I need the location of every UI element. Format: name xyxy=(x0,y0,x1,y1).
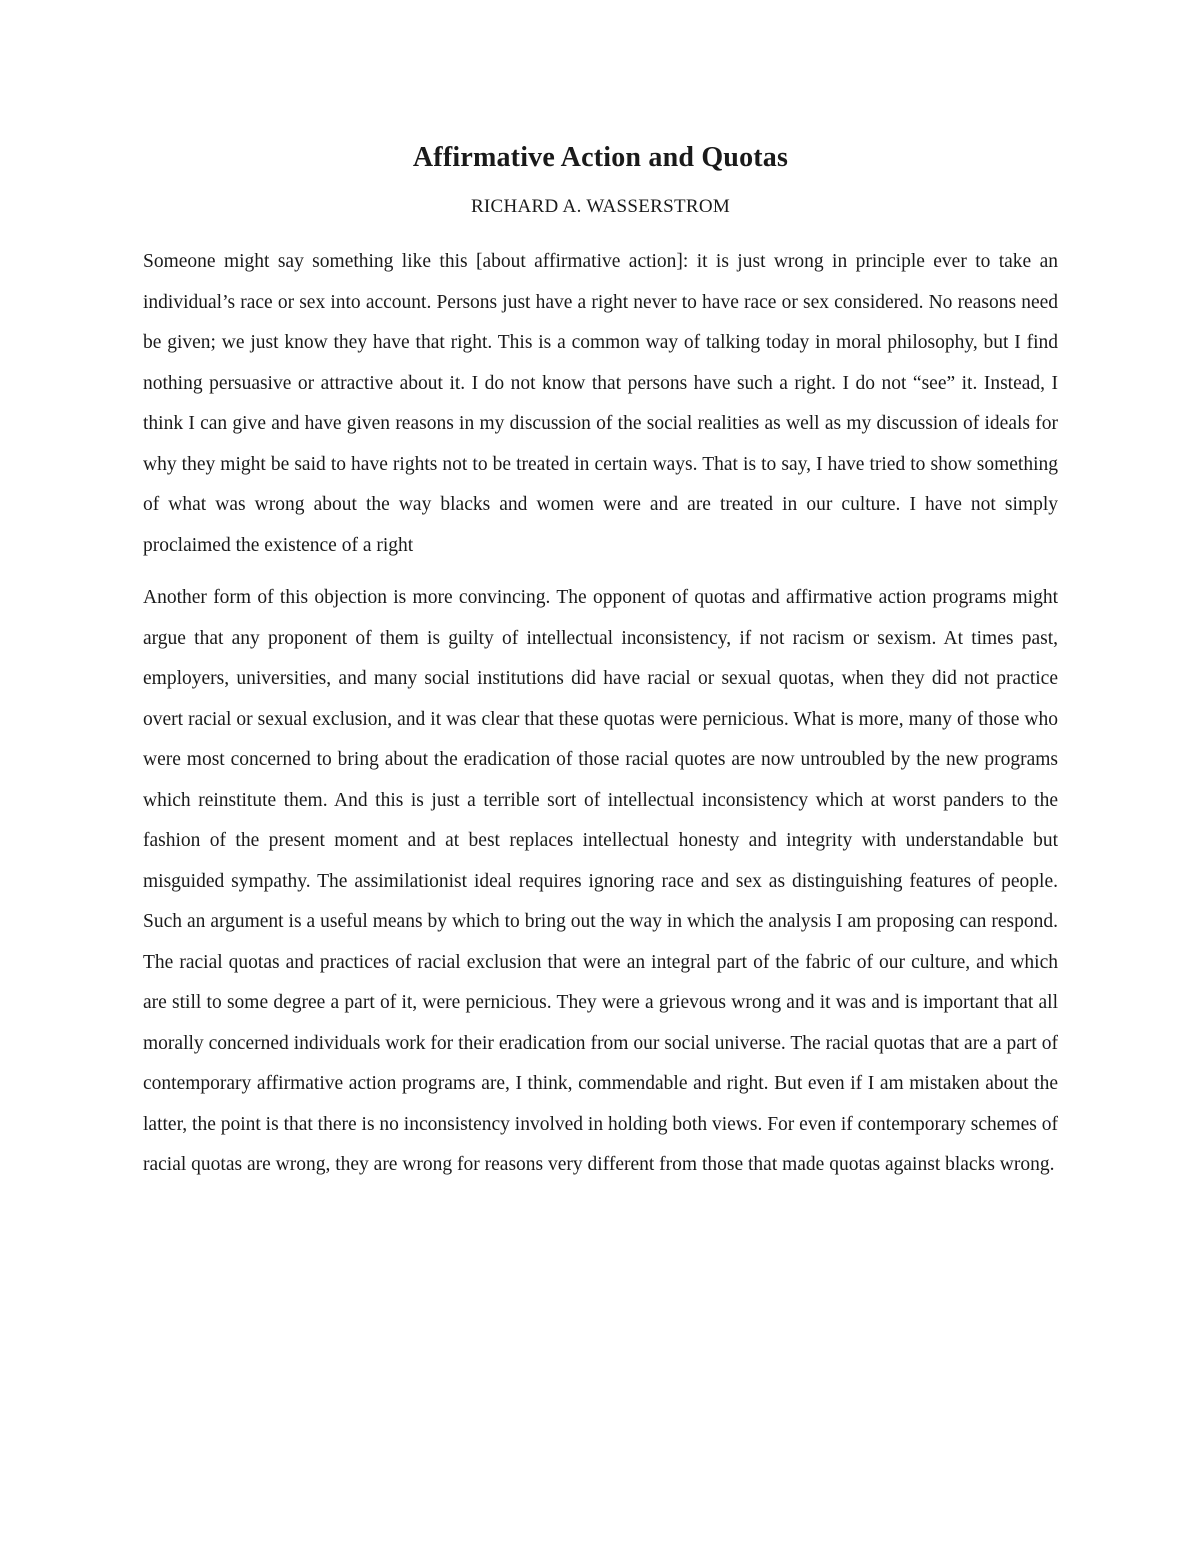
paragraph-1: Someone might say something like this [about affirmative action]: it is just wrong in principle ever to take an individual’s race or sex into account. Persons just have a right never to have race or sex considered. No reasons need be given; we just know they have that right. This is a common way of talking today in moral philosophy, but I find nothing persuasive or attractive about it. I do not know that persons have such a right. I do not “see” it. Instead, I think I can give and have given reasons in my discussion of the social realities as well as my discussion of ideals for why they might be said to have rights not to be treated in certain ways. That is to say, I have tried to show something of what was wrong about the way blacks and women were and are treated in our culture. I have not simply proclaimed the existence of a right xyxy=(143,251,1058,556)
document-page xyxy=(143,138,1058,1198)
document-author: RICHARD A. WASSERSTROM xyxy=(470,196,731,217)
document-title: Affirmative Action and Quotas xyxy=(412,142,789,173)
paragraph-2: Another form of this objection is more convincing. The opponent of quotas and affirmative action programs might argue that any proponent of them is guilty of intellectual inconsistency, if not racism or sexism. At times past, employers, universities, and many social institutions did have racial or sexual quotas, when they did not practice overt racial or sexual exclusion, and it was clear that these quotas were pernicious. What is more, many of those who were most concerned to bring about the eradication of those racial quotes are now untroubled by the new programs which reinstitute them. And this is just a terrible sort of intellectual inconsistency which at worst panders to the fashion of the present moment and at best replaces intellectual honesty and integrity with understandable but misguided sympathy. The assimilationist ideal requires ignoring race and sex as distinguishing features of people. Such an argument is a useful means by which to bring out the way in which the analysis I am proposing can respond. The racial quotas and practices of racial exclusion that were an integral part of the fabric of our culture, and which are still to some degree a part of it, were pernicious. They were a grievous wrong and it was and is important that all morally concerned individuals work for their eradication from our social universe. The racial quotas that are a part of contemporary affirmative action programs are, I think, commendable and right. But even if I am mistaken about the latter, the point is that there is no inconsistency involved in holding both views. For even if contemporary schemes of racial quotas are wrong, they are wrong for reasons very different from those that made quotas against blacks wrong. xyxy=(143,587,1058,1175)
